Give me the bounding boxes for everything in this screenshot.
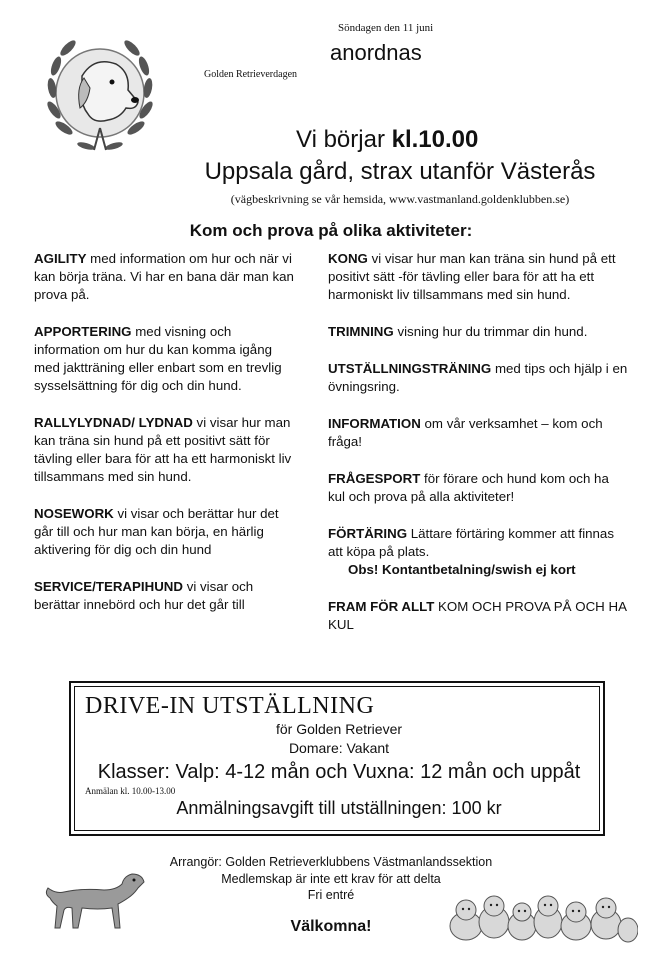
activities-left-column xyxy=(34,250,296,633)
activity-text: om vår verksamhet – kom och fråga! xyxy=(328,416,603,449)
activity-text: vi visar och berättar hur det går till och hur man kan börja, en härlig aktivering för dig och din hund xyxy=(34,506,279,557)
activity-name: RALLYLYDNAD/ LYDNAD xyxy=(34,415,193,430)
activity-name: SERVICE/TERAPIHUND xyxy=(34,579,183,594)
activity-text: KOM OCH PROVA PÅ OCH HA KUL xyxy=(328,599,627,632)
payment-note: Obs! Kontantbetalning/swish ej kort xyxy=(348,562,576,577)
activity-text: vi visar hur man kan träna sin hund på ett positivt sätt -för tävling eller bara för att ha ett harmoniskt liv tillsammans med sin hund. xyxy=(328,251,616,302)
activities-right-column xyxy=(328,250,628,653)
event-date: Söndagen den 11 juni xyxy=(338,22,434,34)
golden-retriever-laurel-logo-icon xyxy=(34,28,166,158)
activity-name: NOSEWORK xyxy=(34,506,114,521)
activity-item xyxy=(328,323,628,341)
activity-name: INFORMATION xyxy=(328,416,421,431)
activity-text: med information om hur och när vi kan börja träna. Vi har en bana där man kan prova på. xyxy=(34,251,294,302)
location: Uppsala gård, strax utanför Västerås xyxy=(204,158,596,185)
start-time: kl.10.00 xyxy=(391,126,479,153)
activity-item xyxy=(328,415,628,451)
golden-retriever-dog-icon xyxy=(42,868,147,934)
activity-item xyxy=(328,470,628,506)
activities-heading: Kom och prova på olika aktiviteter: xyxy=(189,221,473,240)
club-logo xyxy=(34,28,166,158)
activity-item xyxy=(328,525,628,579)
registration-time: Anmälan kl. 10.00-13.00 xyxy=(85,786,176,796)
activity-text: vi visar hur man kan träna sin hund på ett positivt sätt för tävling eller bara för att ha ett harmoniskt liv tillsammans med sin hund. xyxy=(34,415,292,484)
activity-item xyxy=(34,578,296,614)
activity-item xyxy=(34,250,296,304)
dog-image xyxy=(42,868,147,934)
activity-item xyxy=(328,360,628,396)
free-entry: Fri entré xyxy=(307,888,355,902)
welcome-text: Välkomna! xyxy=(290,918,372,935)
organizer: Arrangör: Golden Retrieverklubbens Västmanlandssektion xyxy=(169,855,493,869)
activity-name: FRÅGESPORT xyxy=(328,471,421,486)
puppies-image xyxy=(448,892,638,944)
activity-name: UTSTÄLLNINGSTRÄNING xyxy=(328,361,492,376)
puppies-group-icon xyxy=(448,892,638,944)
show-breed: för Golden Retriever xyxy=(275,721,403,737)
anordnas-text: anordnas xyxy=(330,40,422,65)
activity-item xyxy=(34,505,296,559)
activity-name: FÖRTÄRING xyxy=(328,526,408,541)
activity-text: visning hur du trimmar din hund. xyxy=(393,324,588,339)
start-time-line xyxy=(296,126,478,154)
show-judge: Domare: Vakant xyxy=(288,740,390,756)
activity-name: APPORTERING xyxy=(34,324,132,339)
activity-text: Lättare förtäring kommer att finnas att köpa på plats. xyxy=(328,526,614,559)
dog-show-box xyxy=(69,681,605,836)
activity-text: med visning och information om hur du kan komma igång med jaktträning eller enbart som en trevlig sysselsättning för dig och din hund. xyxy=(34,324,282,393)
membership-note: Medlemskap är inte ett krav för att delta xyxy=(221,872,441,886)
activity-item xyxy=(328,598,628,634)
activity-name: FRAM FÖR ALLT xyxy=(328,599,435,614)
start-prefix: Vi börjar xyxy=(296,126,392,153)
activity-name: TRIMNING xyxy=(328,324,394,339)
activity-text: vi visar och berättar innebörd och hur det går till xyxy=(34,579,254,612)
activity-name: KONG xyxy=(328,251,368,266)
activity-item xyxy=(328,250,628,304)
activity-item xyxy=(34,323,296,395)
activity-text: med tips och hjälp i en övningsring. xyxy=(328,361,628,394)
event-name: Golden Retrieverdagen xyxy=(204,69,298,80)
directions: (vägbeskrivning se vår hemsida, www.vastmanland.goldenklubben.se) xyxy=(230,192,570,206)
dog-show-inner-border xyxy=(74,686,600,831)
show-classes: Klasser: Valp: 4-12 mån och Vuxna: 12 mån och uppåt xyxy=(97,761,581,783)
activity-name: AGILITY xyxy=(34,251,87,266)
activity-item xyxy=(34,414,296,486)
activity-text: för förare och hund kom och ha kul och prova på alla aktiviteter! xyxy=(328,471,609,504)
show-title: DRIVE-IN UTSTÄLLNING xyxy=(85,693,375,719)
registration-fee: Anmälningsavgift till utställningen: 100 kr xyxy=(176,798,502,818)
